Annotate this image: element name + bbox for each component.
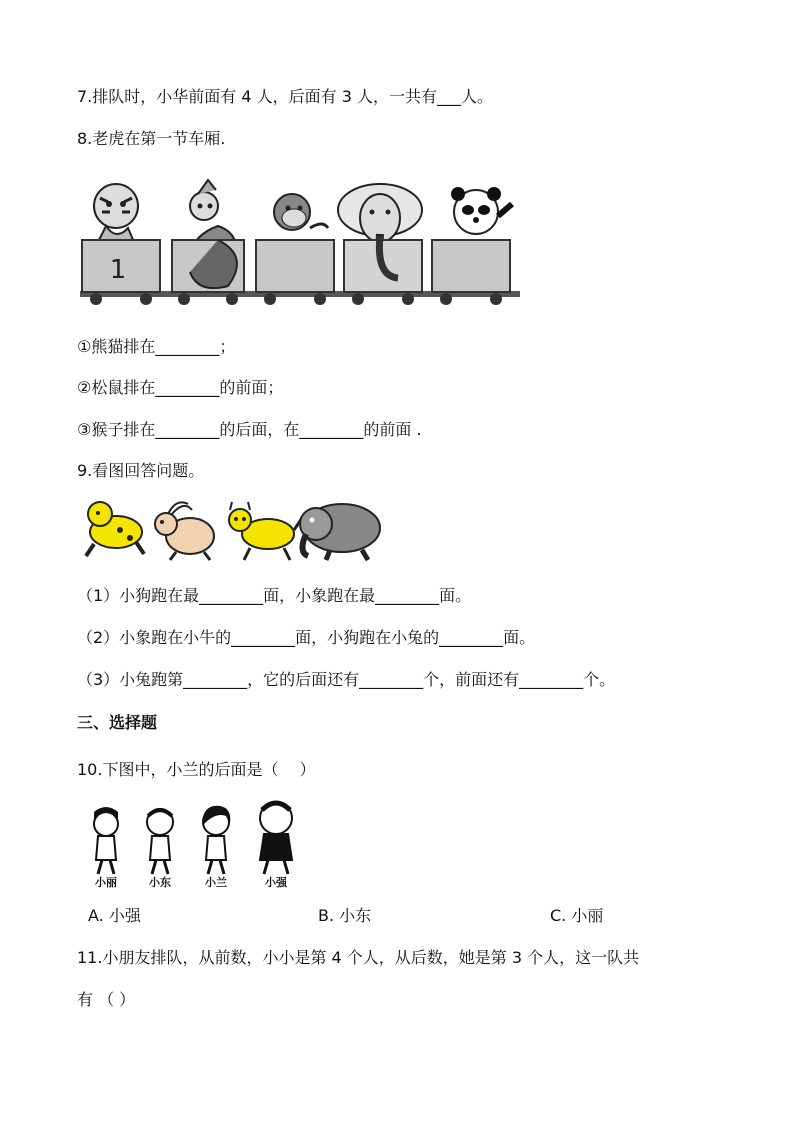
option-a[interactable]: A. 小强 — [88, 906, 141, 925]
question-9-title: 9.看图回答问题。 — [77, 461, 205, 480]
question-9-item-1: （1）小狗跑在最________面，小象跑在最________面。 — [77, 586, 472, 605]
kid-label: 小强 — [265, 876, 287, 889]
elephant-running-icon — [300, 504, 380, 560]
train-car-elephant — [338, 184, 422, 305]
cow-icon — [229, 502, 302, 560]
question-8-title: 8.老虎在第一节车厢. — [77, 129, 226, 148]
question-8-item-2: ②松鼠排在________的前面； — [77, 378, 284, 397]
kid-icon — [94, 807, 118, 874]
rabbit-icon — [155, 502, 214, 560]
kid-label: 小东 — [149, 876, 171, 889]
train-illustration — [78, 176, 522, 316]
kid-icon — [260, 802, 292, 874]
option-c[interactable]: C. 小丽 — [550, 906, 604, 925]
kid-label: 小兰 — [205, 876, 227, 889]
kid-icon — [147, 809, 173, 874]
question-11-line-1: 11.小朋友排队，从前数，小小是第 4 个人，从后数，她是第 3 个人，这一队共 — [77, 948, 640, 967]
car-number: 1 — [109, 255, 127, 285]
panda-icon — [451, 187, 512, 234]
kids-illustration — [80, 794, 320, 890]
question-9-item-3: （3）小兔跑第________，它的后面还有________个，前面还有________个。 — [77, 670, 616, 689]
kid-icon — [202, 806, 230, 874]
train-car-monkey — [256, 194, 334, 305]
question-11-line-2: 有 （ ） — [77, 990, 136, 1009]
train-car-panda — [432, 187, 512, 305]
question-9-item-2: （2）小象跑在小牛的________面，小狗跑在小兔的________面。 — [77, 628, 536, 647]
dog-icon — [86, 502, 144, 556]
train-car-tiger — [82, 184, 160, 305]
question-7: 7.排队时，小华前面有 4 人，后面有 3 人，一共有___人。 — [77, 87, 493, 106]
question-8-item-1: ①熊猫排在________； — [77, 337, 236, 356]
section-heading: 三、选择题 — [77, 713, 158, 732]
running-animals-illustration — [80, 494, 392, 564]
train-car-squirrel — [172, 180, 244, 305]
tiger-icon — [94, 184, 138, 242]
kid-label: 小丽 — [95, 876, 117, 889]
question-8-item-3: ③猴子排在________的后面，在________的前面 . — [77, 420, 422, 439]
option-b[interactable]: B. 小东 — [318, 906, 372, 925]
question-10-title: 10.下图中，小兰的后面是（ ） — [77, 760, 316, 779]
monkey-icon — [274, 194, 328, 230]
